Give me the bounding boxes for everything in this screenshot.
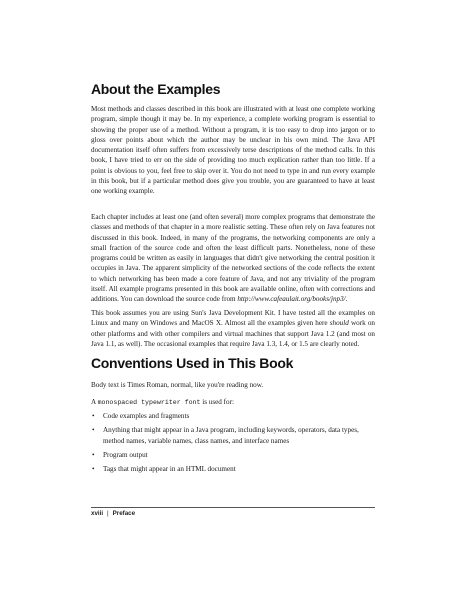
paragraph-conventions-1: Body text is Times Roman, normal, like you're reading now. <box>91 381 264 389</box>
list-item <box>91 425 375 446</box>
paragraph-conventions-2-prefix: A <box>91 398 98 406</box>
paragraph-about-3-end: work on other platforms and with other compilers and virtual machines that support Java 1.2 (and most on Java 1.1, as well). The occasional examples that require Java 1.3, 1.4, or 1.5 are clearly noted. <box>91 319 376 348</box>
paragraph-about-3 <box>91 308 375 349</box>
footer-separator: | <box>107 510 109 517</box>
paragraph-about-2 <box>91 212 375 305</box>
list-item-text: Program output <box>103 450 148 459</box>
bullet-icon: • <box>92 465 95 474</box>
section-heading-conventions: Conventions Used in This Book <box>91 355 294 371</box>
paragraph-about-3-text: This book assumes you are using Sun's Java Development Kit. I have tested all the examples on Linux and many on Windows and MacOS X. Almost all the examples given here <box>91 309 375 328</box>
page-number: xviii <box>91 510 104 517</box>
conventions-bullet-list <box>91 411 375 478</box>
monospace-sample: monospaced typewriter font <box>97 399 201 406</box>
paragraph-conventions-2-suffix: is used for: <box>200 398 234 406</box>
paragraph-conventions-2 <box>91 397 375 408</box>
list-item <box>91 411 375 421</box>
document-page <box>91 0 375 591</box>
list-item-text: Tags that might appear in an HTML document <box>103 465 236 474</box>
bullet-icon: • <box>92 426 95 435</box>
list-item-text: Code examples and fragments <box>103 412 190 420</box>
footer-section-name: Preface <box>112 510 136 517</box>
bullet-icon: • <box>92 450 95 459</box>
list-item-text: Anything that might appear in a Java program, including keywords, operators, data types, method names, variable names, class names, and interface names <box>103 426 359 445</box>
paragraph-about-1: Most methods and classes described in this book are illustrated with at least one complete working program, simple though it may be. In my experience, a complete working program is essential to showing the proper use of a method. Without a program, it is too easy to drop into jargon or to gloss over points about which the author may be unclear in his own mind. The Java API documentation itself often suffers from excessively terse descriptions of the method calls. In this book, I have tried to err on the side of providing too much explication rather than too little. If a point is obvious to you, feel free to skip over it. You do not need to type in and run every example in this book, but if a particular method does give you trouble, you are guaranteed to have at least one working example. <box>91 105 375 196</box>
paragraph-about-2-end: . <box>345 295 348 304</box>
section-heading-about-examples: About the Examples <box>91 81 221 97</box>
emphasis-should: should <box>329 319 349 328</box>
list-item <box>91 464 375 474</box>
page-footer <box>91 510 135 517</box>
list-item <box>91 450 375 460</box>
paragraph-about-2-text: Each chapter includes at least one (and often several) more complex programs that demonstrate the classes and methods of that chapter in a more realistic setting. These often rely on Java features not discussed in this book. Indeed, in many of the programs, the networking components are only a small fraction of the source code and often the least difficult parts. Nonetheless, none of these programs could be written as easily in languages that didn't give networking the central position it occupies in Java. The apparent simplicity of the networked sections of the code reflects the extent to which networking has been made a core feature of Java, and not any triviality of the program itself. All example programs presented in this book are available online, often with corrections and additions. You can download the source code from <box>91 213 375 304</box>
bullet-icon: • <box>92 412 95 420</box>
source-code-url: http://www.cafeaulait.org/books/jnp3/ <box>237 295 346 304</box>
footer-divider <box>91 507 375 508</box>
